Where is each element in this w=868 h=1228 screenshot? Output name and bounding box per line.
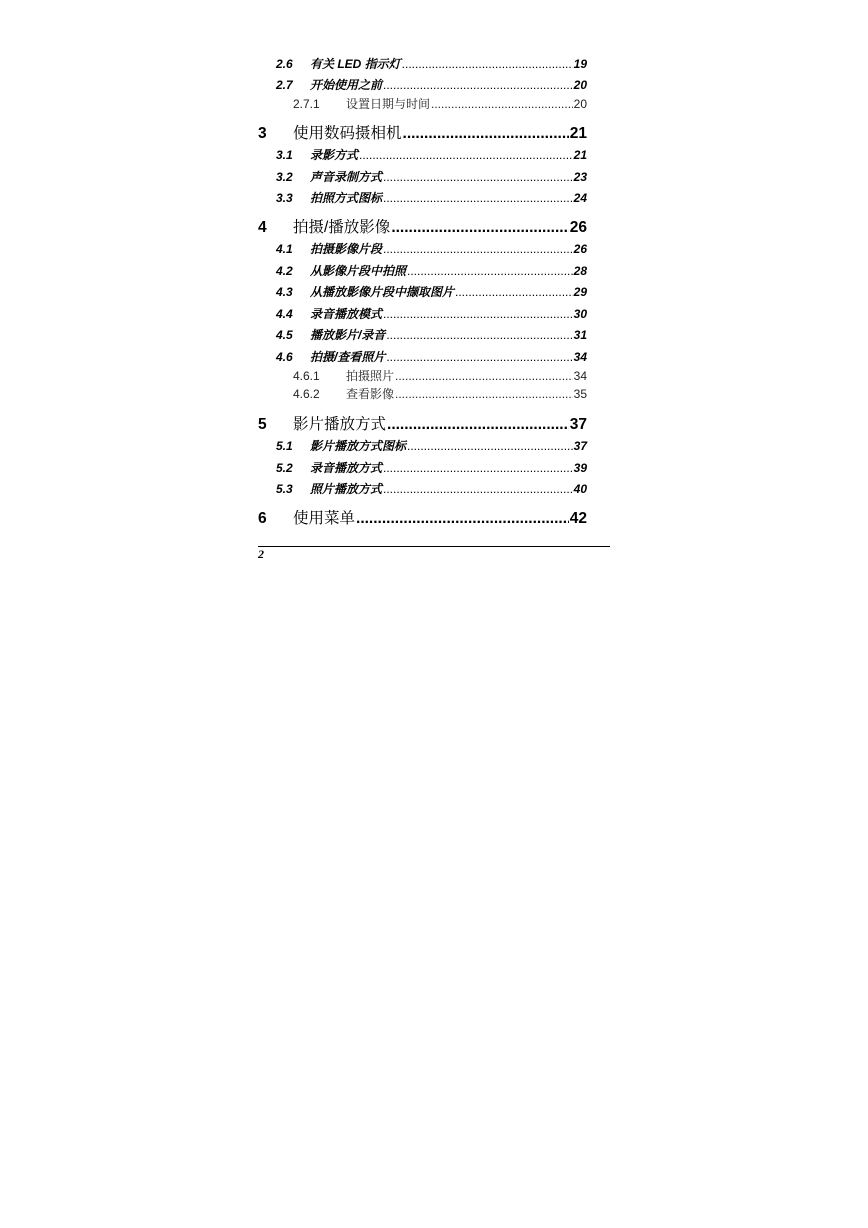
toc-entry[interactable]: [258, 76, 587, 93]
toc-entry-page: 30: [573, 307, 587, 321]
toc-entry[interactable]: [258, 480, 587, 497]
toc-entry-page: 26: [569, 219, 587, 236]
footer-divider: [258, 546, 610, 547]
dot-leader: [407, 439, 573, 453]
toc-entry-number: 2.7.1: [293, 97, 320, 111]
toc-entry-page: 26: [573, 242, 587, 256]
toc-entry[interactable]: [258, 385, 587, 402]
toc-entry-number: 5.2: [276, 461, 293, 475]
toc-entry-number: 4.1: [276, 242, 293, 256]
dot-leader: [383, 307, 573, 321]
toc-entry-page: 24: [573, 191, 587, 205]
toc-entry-page: 39: [573, 461, 587, 475]
toc-entry-title: 使用菜单: [293, 510, 356, 527]
dot-leader: [402, 57, 573, 71]
toc-entry[interactable]: [258, 95, 587, 112]
toc-entry-page: 21: [573, 148, 587, 162]
toc-entry-page: 42: [569, 510, 587, 527]
toc-entry-number: 4.6.2: [293, 387, 320, 401]
dot-leader: [383, 191, 573, 205]
toc-entry-page: 23: [573, 170, 587, 184]
toc-entry[interactable]: [258, 262, 587, 279]
toc-entry-page: 34: [573, 350, 587, 364]
toc-entry[interactable]: [258, 326, 587, 343]
dot-leader: [386, 328, 572, 342]
toc-entry[interactable]: [258, 437, 587, 454]
dot-leader: [391, 219, 568, 237]
toc-entry[interactable]: [258, 168, 587, 185]
toc-entry-title: 声音录制方式: [310, 170, 383, 184]
toc-entry-title: 照片播放方式: [310, 482, 383, 496]
toc-entry-page: 28: [573, 264, 587, 278]
toc-entry-number: 2.7: [276, 78, 293, 92]
toc-entry-title: 影片播放方式图标: [310, 439, 407, 453]
toc-entry-number: 3.1: [276, 148, 293, 162]
toc-entry-title: 开始使用之前: [310, 78, 383, 92]
dot-leader: [455, 285, 573, 299]
toc-entry-title: 查看影像: [346, 387, 395, 401]
toc-entry-title: 从播放影像片段中撷取图片: [310, 285, 455, 299]
toc-entry-title: 使用数码摄相机: [293, 125, 402, 142]
toc-entry-number: 4.6.1: [293, 369, 320, 383]
toc-entry-title: 影片播放方式: [293, 416, 387, 433]
dot-leader: [383, 461, 573, 475]
dot-leader: [387, 416, 569, 434]
toc-entry[interactable]: [258, 367, 587, 384]
toc-entry-number: 5.1: [276, 439, 293, 453]
toc-entry[interactable]: [258, 283, 587, 300]
dot-leader: [431, 97, 573, 111]
toc-entry-number: 5.3: [276, 482, 293, 496]
toc-entry-number: 4.5: [276, 328, 293, 342]
toc-chapter[interactable]: [258, 412, 587, 434]
toc-entry-page: 21: [569, 125, 587, 142]
toc-entry-number: 3.3: [276, 191, 293, 205]
toc-entry[interactable]: [258, 305, 587, 322]
toc-chapter[interactable]: [258, 215, 587, 237]
toc-entry-title: 从影像片段中拍照: [310, 264, 407, 278]
toc-entry-page: 37: [569, 416, 587, 433]
toc-entry-page: 35: [573, 387, 587, 401]
toc-entry[interactable]: [258, 146, 587, 163]
toc-entry-page: 29: [573, 285, 587, 299]
toc-entry-title: 拍摄影像片段: [310, 242, 383, 256]
dot-leader: [383, 170, 573, 184]
dot-leader: [407, 264, 573, 278]
toc-entry-page: 19: [573, 57, 587, 71]
toc-entry-title: 设置日期与时间: [346, 97, 431, 111]
toc-entry-title: 拍摄照片: [346, 369, 395, 383]
toc-entry-title: 拍摄/播放影像: [293, 219, 391, 236]
toc-entry[interactable]: [258, 240, 587, 257]
toc-chapter[interactable]: [258, 121, 587, 143]
toc-entry-number: 4: [258, 219, 267, 236]
dot-leader: [356, 510, 569, 528]
toc-entry-page: 34: [573, 369, 587, 383]
toc-entry-page: 31: [573, 328, 587, 342]
toc-entry[interactable]: [258, 459, 587, 476]
toc-entry-page: 40: [573, 482, 587, 496]
toc-entry-number: 2.6: [276, 57, 293, 71]
toc-entry-title: 录影方式: [310, 148, 359, 162]
toc-entry-page: 37: [573, 439, 587, 453]
toc-entry-title: 播放影片/录音: [310, 328, 386, 342]
toc-entry-page: 20: [573, 78, 587, 92]
footer-page-number: 2: [258, 547, 264, 561]
toc-entry[interactable]: [258, 189, 587, 206]
toc-entry-number: 4.2: [276, 264, 293, 278]
toc-entry-title: 拍摄/查看照片: [310, 350, 386, 364]
toc-entry-number: 3: [258, 125, 267, 142]
toc-entry-number: 6: [258, 510, 267, 527]
dot-leader: [386, 350, 572, 364]
toc-entry[interactable]: [258, 348, 587, 365]
toc-entry-title: 录音播放方式: [310, 461, 383, 475]
toc-entry-number: 4.3: [276, 285, 293, 299]
dot-leader: [359, 148, 573, 162]
toc-entry[interactable]: [258, 55, 587, 72]
dot-leader: [383, 242, 573, 256]
toc-entry-page: 20: [573, 97, 587, 111]
toc-entry-title: 拍照方式图标: [310, 191, 383, 205]
dot-leader: [383, 482, 573, 496]
dot-leader: [403, 125, 569, 143]
toc-entry-title: 有关 LED 指示灯: [310, 57, 401, 71]
toc-entry-number: 4.4: [276, 307, 293, 321]
toc-chapter[interactable]: [258, 506, 587, 528]
dot-leader: [395, 387, 573, 401]
dot-leader: [395, 369, 573, 383]
dot-leader: [383, 78, 573, 92]
toc-entry-number: 4.6: [276, 350, 293, 364]
toc-entry-title: 录音播放模式: [310, 307, 383, 321]
toc-entry-number: 5: [258, 416, 267, 433]
toc-entry-number: 3.2: [276, 170, 293, 184]
